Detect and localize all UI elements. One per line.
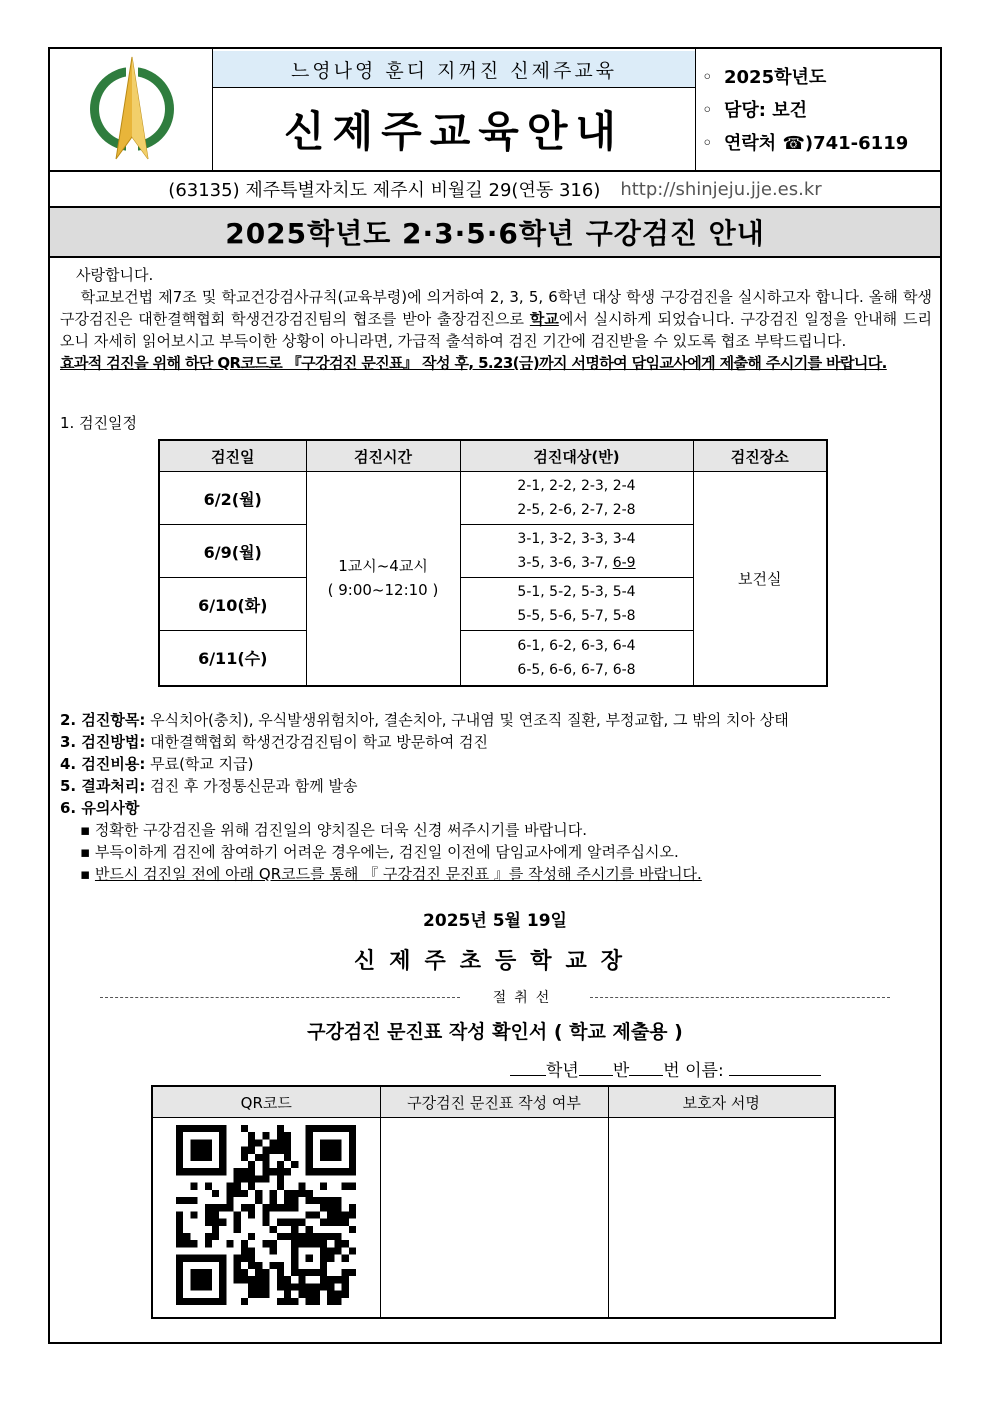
schedule-table (158, 439, 828, 687)
header (50, 49, 940, 172)
qr-notice: 효과적 검진을 위해 하단 QR코드로 『구강검진 문진표』 작성 후, 5.23(금)까지 서명하여 담임교사에게 제출해 주시기를 바랍니다. (60, 354, 887, 372)
exam-date: 6/10(화) (159, 578, 306, 631)
name-field[interactable] (729, 1057, 821, 1076)
newsletter-title: 신제주교육안내 (283, 107, 624, 156)
document-title: 2025학년도 2·3·5·6학년 구강검진 안내 (50, 208, 940, 258)
submission-table (151, 1085, 836, 1319)
exam-time: 1교시~4교시 ( 9:00~12:10 ) (306, 472, 460, 686)
school-year: 2025학년도 (724, 67, 827, 88)
contact-phone: ☎)741-6119 (782, 133, 909, 154)
col-header: 검진대상(반) (460, 440, 693, 472)
col-header: 검진장소 (693, 440, 827, 472)
col-header: 검진시간 (306, 440, 460, 472)
student-info-line: 학년 반 번 이름: (510, 1056, 821, 1081)
notes-heading: 6. 유의사항 (60, 799, 140, 817)
exam-method: 3. 검진방법: 대한결핵협회 학생건강검진팀이 학교 방문하여 검진 (60, 733, 488, 751)
header-info: ◦ 2025학년도 ◦ 담당: 보건 ◦ 연락처 ☎)741-6119 (702, 67, 909, 154)
exam-details (60, 709, 930, 885)
qr-code[interactable] (152, 1118, 380, 1318)
exam-classes: 5-1, 5-2, 5-3, 5-4 5-5, 5-6, 5-7, 5-8 (460, 578, 693, 631)
note-item: ▪ 부득이하게 검진에 참여하기 어려운 경우에는, 검진일 이전에 담임교사에게 알려주십시오. (80, 843, 679, 861)
school-url[interactable]: http://shinjeju.jje.es.kr (620, 178, 822, 200)
guardian-signature-cell[interactable] (608, 1118, 835, 1318)
col-header: 구강검진 문진표 작성 여부 (380, 1086, 608, 1118)
exam-date: 6/2(월) (159, 472, 306, 525)
exam-classes: 6-1, 6-2, 6-3, 6-4 6-5, 6-6, 6-7, 6-8 (460, 631, 693, 686)
exam-classes: 3-1, 3-2, 3-3, 3-4 3-5, 3-6, 3-7, 6-9 (460, 525, 693, 578)
school-principal: 신제주초등학교장 (353, 949, 637, 974)
exam-result: 5. 결과처리: 검진 후 가정통신문과 함께 발송 (60, 777, 358, 795)
note-item: ▪ 정확한 구강검진을 위해 검진일의 양치질은 더욱 신경 써주시기를 바랍니다. (80, 821, 588, 839)
exam-date: 6/11(수) (159, 631, 306, 686)
slogan: 느영나영 훈디 지꺼진 신제주교육 (213, 51, 695, 88)
exam-classes: 2-1, 2-2, 2-3, 2-4 2-5, 2-6, 2-7, 2-8 (460, 472, 693, 525)
contact-label: 연락처 (724, 133, 777, 154)
exam-place: 보건실 (693, 472, 827, 686)
address: (63135) 제주특별자치도 제주시 비월길 29(연동 316) (168, 180, 601, 201)
issue-date: 2025년 5월 19일 (423, 911, 567, 931)
address-bar (50, 172, 940, 208)
document-frame (48, 47, 942, 1344)
exam-date: 6/9(월) (159, 525, 306, 578)
greeting: 사랑합니다. (76, 266, 154, 284)
cut-label: 절취선 (492, 990, 558, 1006)
school-logo (50, 49, 213, 170)
col-header: QR코드 (152, 1086, 380, 1118)
col-header: 보호자 서명 (608, 1086, 835, 1118)
cut-line (100, 987, 890, 1007)
intro (60, 264, 932, 374)
exam-cost: 4. 검진비용: 무료(학교 지급) (60, 755, 254, 773)
schedule-heading: 1. 검진일정 (60, 414, 138, 432)
note-item: ▪ 반드시 검진일 전에 아래 QR코드를 통해 『 구강검진 문진표 』를 작성해 주시기를 바랍니다. (80, 865, 702, 883)
completion-check-cell[interactable] (380, 1118, 608, 1318)
school-emphasis: 학교 (529, 310, 559, 328)
exam-items: 2. 검진항목: 우식치아(충치), 우식발생위험치아, 결손치아, 구내염 및 연조직 질환, 부정교합, 그 밖의 치아 상태 (60, 711, 789, 729)
manager: 담당: 보건 (724, 100, 808, 121)
intro-paragraph: 학교보건법 제7조 및 학교건강검사규칙(교육부령)에 의거하여 2, 3, 5, 6학년 대상 학생 구강검진을 실시하고자 합니다. 올해 학생 구강검진은 대한결핵협회 학생건강검진팀의 협조를 받아 출장검진으로 학교에서 실시하게 되었습니다. 구강검진 일정을 안내해 드리오니 자세히 읽어보시고 부득이한 상황이 아니라면, 가급적 출석하여 검진 기간에 검진받을 수 있도록 협조 부탁드립니다. (60, 288, 933, 350)
confirm-title: 구강검진 문진표 작성 확인서 ( 학교 제출용 ) (307, 1021, 683, 1043)
col-header: 검진일 (159, 440, 306, 472)
